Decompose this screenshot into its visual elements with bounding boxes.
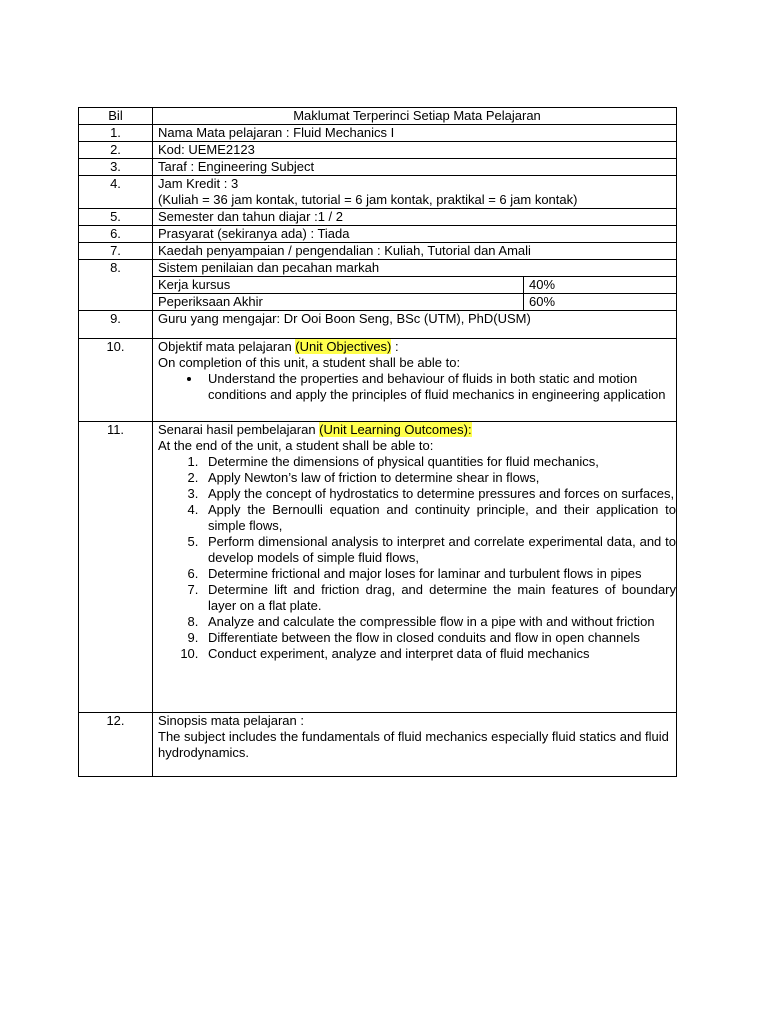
outcome-item: 4. Apply the Bernoulli equation and continuity principle, and their application to simple flows, [202,502,676,534]
outcome-item: 10. Conduct experiment, analyze and interpret data of fluid mechanics [202,646,676,662]
row-number: 5. [79,209,153,226]
table-row [79,159,677,176]
table-row [79,176,677,209]
objectives-highlight: (Unit Objectives) [295,339,392,354]
assessment-row [153,294,676,311]
row-text: Nama Mata pelajaran : Fluid Mechanics I [153,125,677,142]
row-number: 7. [79,243,153,260]
objectives-row [79,339,677,422]
row-number: 3. [79,159,153,176]
synopsis-label: Sinopsis mata pelajaran : [158,713,304,728]
table-row [79,209,677,226]
row-text: Semester dan tahun diajar :1 / 2 [153,209,677,226]
outcome-item: 6. Determine frictional and major loses for laminar and turbulent flows in pipes [202,566,676,582]
outcome-item: 8. Analyze and calculate the compressible flow in a pipe with and without friction [202,614,676,630]
row-text: Kod: UEME2123 [153,142,677,159]
contact-hours-breakdown: (Kuliah = 36 jam kontak, tutorial = 6 jam kontak, praktikal = 6 jam kontak) [158,192,578,207]
outcomes-list [158,454,676,662]
outcome-item: 1. Determine the dimensions of physical quantities for fluid mechanics, [202,454,676,470]
row-number: 4. [79,176,153,209]
assessment-value: 40% [524,277,677,294]
synopsis-cell [153,713,677,777]
outcome-item: 9. Differentiate between the flow in closed conduits and flow in open channels [202,630,676,646]
table-header-row [79,108,677,125]
table-row [79,125,677,142]
assessment-value: 60% [524,294,677,311]
outcomes-cell [153,422,677,713]
row-text: Prasyarat (sekiranya ada) : Tiada [153,226,677,243]
assessment-cell [153,260,677,311]
objectives-cell [153,339,677,422]
row-number: 11. [79,422,153,713]
outcomes-row [79,422,677,713]
outcome-item: 3. Apply the concept of hydrostatics to determine pressures and forces on surfaces, [202,486,676,502]
table-row [79,226,677,243]
table-row [79,142,677,159]
row-number: 10. [79,339,153,422]
row-number: 8. [79,260,153,311]
objectives-list [158,371,676,403]
outcomes-label: Senarai hasil pembelajaran [158,422,320,437]
table-row [79,260,677,311]
assessment-row [153,277,676,294]
row-number: 1. [79,125,153,142]
row-text: Guru yang mengajar: Dr Ooi Boon Seng, BSc (UTM), PhD(USM) [153,311,677,339]
outcomes-heading [158,422,676,438]
outcomes-intro: At the end of the unit, a student shall be able to: [158,438,434,453]
header-bil: Bil [79,108,153,125]
row-text: Taraf : Engineering Subject [153,159,677,176]
table-row [79,311,677,339]
assessment-breakdown [153,276,676,310]
row-number: 2. [79,142,153,159]
header-title: Maklumat Terperinci Setiap Mata Pelajaran [153,108,677,125]
outcomes-highlight: (Unit Learning Outcomes): [319,422,472,437]
objectives-suffix: : [391,339,399,354]
row-text-block [153,176,677,209]
assessment-label: Peperiksaan Akhir [153,294,524,311]
row-number: 6. [79,226,153,243]
outcome-item: 5. Perform dimensional analysis to interpret and correlate experimental data, and to develop models of simple fluid flows, [202,534,676,566]
outcome-item: 7. Determine lift and friction drag, and determine the main features of boundary layer on a flat plate. [202,582,676,614]
assessment-label: Kerja kursus [153,277,524,294]
row-number: 12. [79,713,153,777]
row-text: Kaedah penyampaian / pengendalian : Kuliah, Tutorial dan Amali [153,243,677,260]
synopsis-text: The subject includes the fundamentals of fluid mechanics especially fluid statics and fluid hydrodynamics. [158,729,669,760]
synopsis-row [79,713,677,777]
objectives-label: Objektif mata pelajaran [158,339,296,354]
objectives-intro: On completion of this unit, a student shall be able to: [158,355,461,370]
assessment-title: Sistem penilaian dan pecahan markah [158,260,380,275]
outcome-item: 2. Apply Newton’s law of friction to determine shear in flows, [202,470,676,486]
credit-hours: Jam Kredit : 3 [158,176,239,191]
table-row [79,243,677,260]
objectives-heading [158,339,676,355]
course-details-table [78,107,677,777]
objective-item: • Understand the properties and behaviour of fluids in both static and motion conditions and apply the principles of fluid mechanics in engineering application [202,371,676,403]
row-number: 9. [79,311,153,339]
